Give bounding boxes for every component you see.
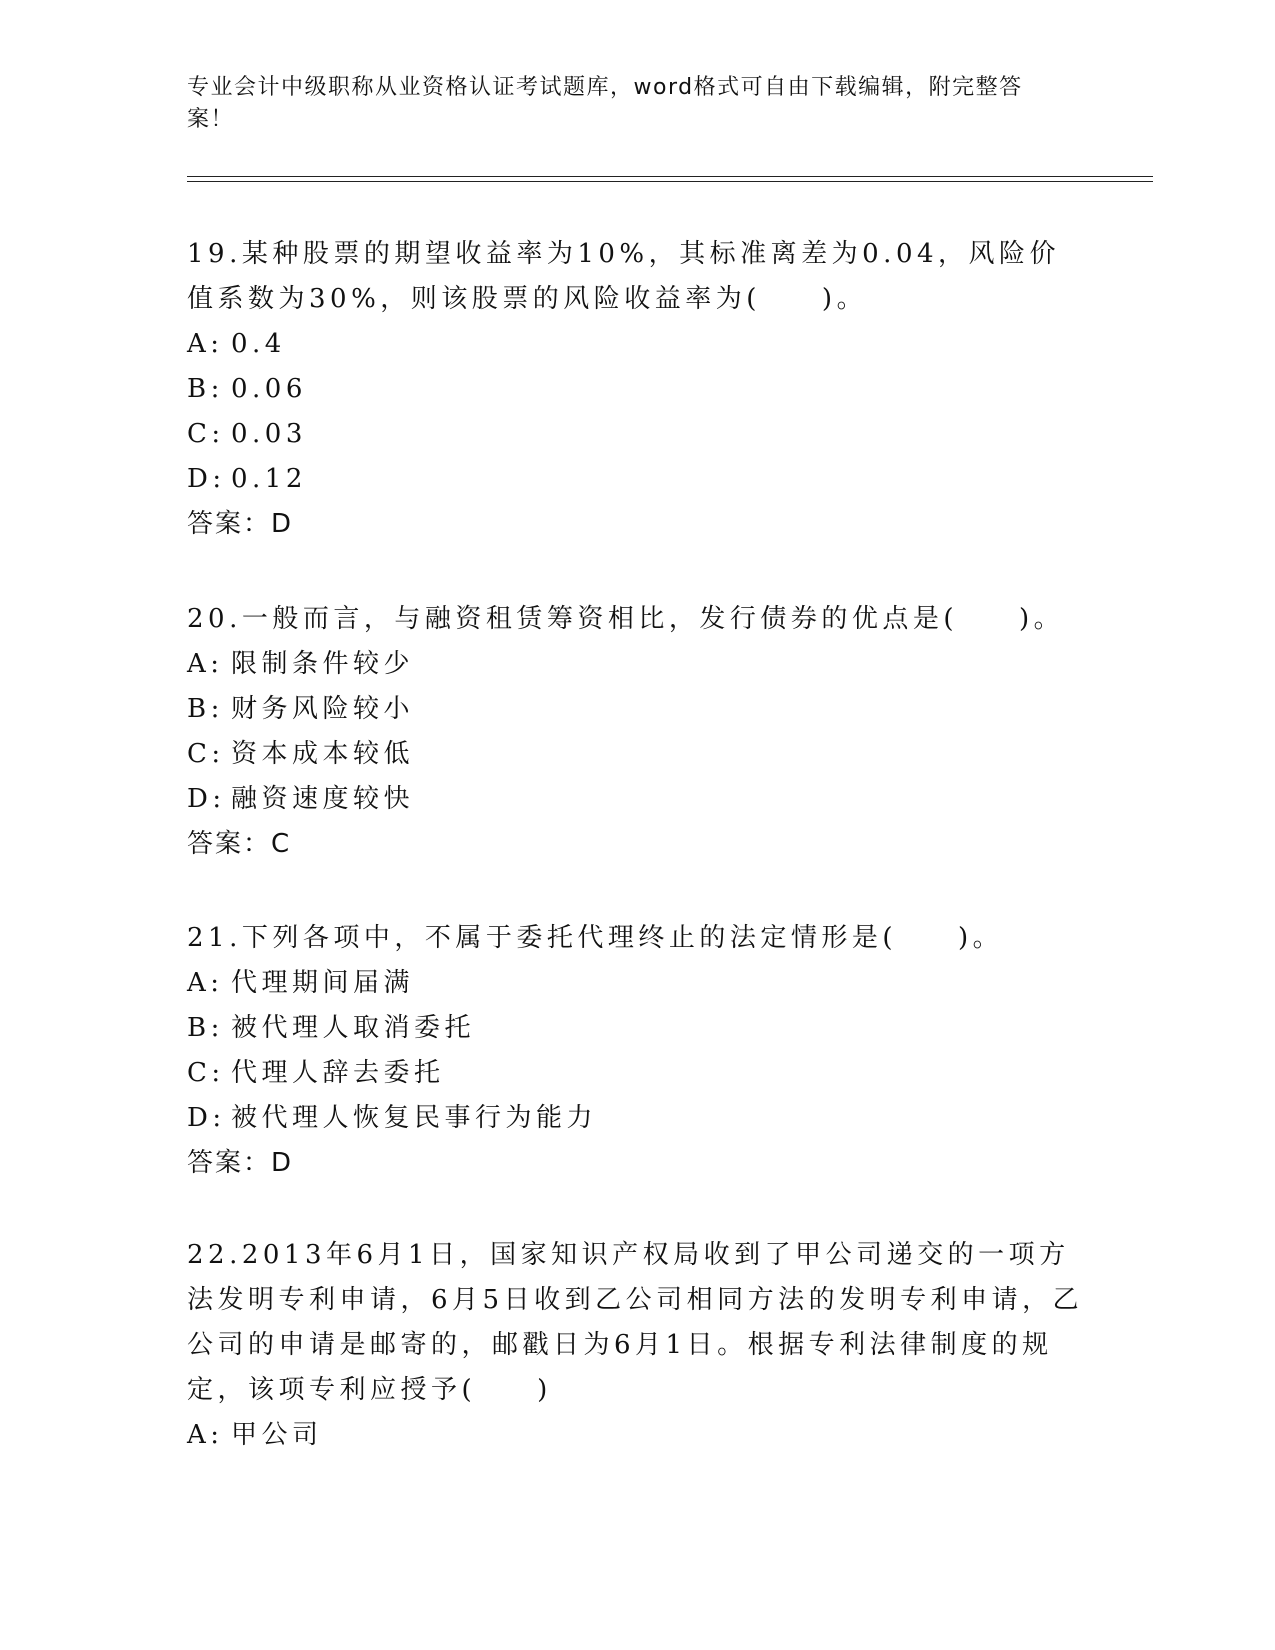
option-letter: C: — [187, 419, 225, 449]
option-b — [187, 687, 1087, 732]
option-text: 被代理人恢复民事行为能力 — [231, 1103, 598, 1133]
question-22 — [187, 1233, 1087, 1458]
option-letter: A: — [187, 649, 224, 679]
option-b — [187, 367, 1087, 412]
option-letter: A: — [187, 329, 224, 359]
answer: 答案：C — [187, 829, 292, 859]
option-d — [187, 777, 1087, 822]
option-letter: C: — [187, 1058, 225, 1088]
option-c — [187, 412, 1087, 457]
option-text: 0.06 — [231, 374, 307, 404]
option-d — [187, 457, 1087, 502]
option-letter: B: — [187, 374, 224, 404]
option-text: 代理人辞去委托 — [231, 1058, 445, 1088]
question-stem: 22.2013年6月1日，国家知识产权局收到了甲公司递交的一项方法发明专利申请，6月5日收到乙公司相同方法的发明专利申请，乙公司的申请是邮寄的，邮戳日为6月1日。根据专利法律制度的规定，该项专利应授予( ) — [187, 1240, 1084, 1405]
option-a — [187, 322, 1087, 367]
question-stem: 21.下列各项中，不属于委托代理终止的法定情形是( )。 — [187, 923, 1004, 953]
question-19 — [187, 232, 1087, 547]
option-text: 财务风险较小 — [231, 694, 415, 724]
option-letter: D: — [187, 1103, 226, 1133]
option-text: 0.03 — [231, 419, 307, 449]
answer: 答案：D — [187, 1148, 294, 1178]
option-letter: A: — [187, 1420, 224, 1450]
option-text: 甲公司 — [231, 1420, 323, 1450]
question-stem: 19.某种股票的期望收益率为10%，其标准离差为0.04，风险价值系数为30%，则该股票的风险收益率为( )。 — [187, 239, 1061, 314]
question-21 — [187, 916, 1087, 1186]
option-c — [187, 1051, 1087, 1096]
option-text: 0.12 — [231, 464, 307, 494]
option-b — [187, 1006, 1087, 1051]
option-d — [187, 1096, 1087, 1141]
option-text: 0.4 — [231, 329, 286, 359]
option-letter: A: — [187, 968, 224, 998]
option-a — [187, 1413, 1087, 1458]
option-text: 限制条件较少 — [231, 649, 415, 679]
option-a — [187, 642, 1087, 687]
option-text: 被代理人取消委托 — [231, 1013, 476, 1043]
answer: 答案：D — [187, 509, 294, 539]
option-c — [187, 732, 1087, 777]
option-letter: D: — [187, 784, 226, 814]
header-divider-bottom — [187, 181, 1153, 182]
question-stem: 20.一般而言，与融资租赁筹资相比，发行债券的优点是( )。 — [187, 604, 1065, 634]
option-letter: B: — [187, 694, 224, 724]
option-text: 代理期间届满 — [231, 968, 415, 998]
header-divider-top — [187, 176, 1153, 177]
option-letter: C: — [187, 739, 225, 769]
question-20 — [187, 597, 1087, 867]
option-letter: D: — [187, 464, 226, 494]
option-text: 融资速度较快 — [231, 784, 415, 814]
option-a — [187, 961, 1087, 1006]
header-note: 专业会计中级职称从业资格认证考试题库，word格式可自由下载编辑，附完整答案！ — [187, 75, 1023, 132]
option-text: 资本成本较低 — [231, 739, 415, 769]
option-letter: B: — [187, 1013, 224, 1043]
